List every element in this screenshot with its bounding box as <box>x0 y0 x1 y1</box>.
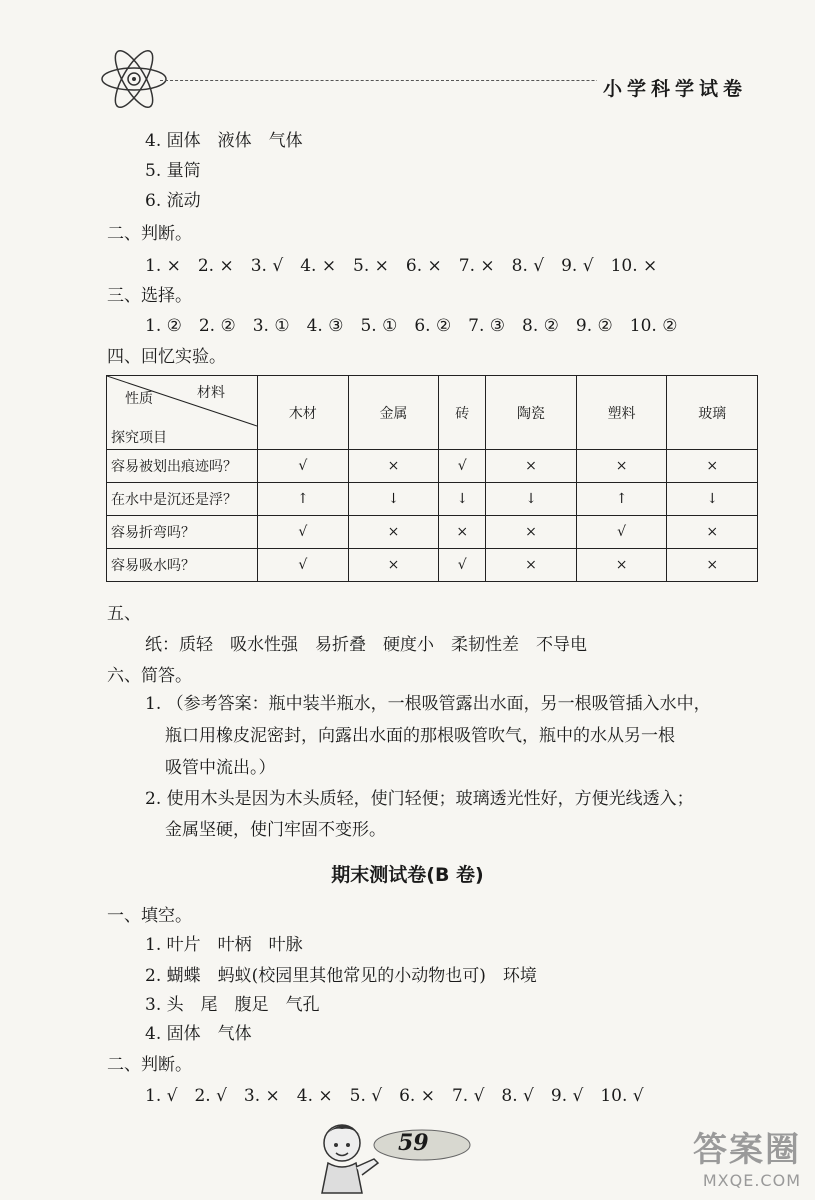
table-cell: × <box>486 516 577 549</box>
fill-answer-4: 4. 固体 液体 气体 <box>145 131 303 151</box>
table-cell: ↑ <box>576 483 667 516</box>
section-b-judge-answers: 1. √ 2. √ 3. × 4. × 5. √ 6. × 7. √ 8. √ 9. √ 10. √ <box>145 1086 644 1106</box>
corner-cell <box>107 376 258 450</box>
section-b-fill-line: 1. 叶片 叶柄 叶脉 <box>145 935 303 955</box>
table-cell: × <box>667 450 758 483</box>
material-header: 塑料 <box>576 376 667 450</box>
section-b-title: 期末测试卷(B 卷) <box>331 864 484 886</box>
table-cell: × <box>348 450 439 483</box>
section-b-fill-heading: 一、填空。 <box>107 906 192 926</box>
material-header: 陶瓷 <box>486 376 577 450</box>
table-cell: √ <box>439 450 486 483</box>
section6-line: 吸管中流出。） <box>165 758 276 778</box>
judge-answers: 1. × 2. × 3. √ 4. × 5. × 6. × 7. × 8. √ 9. √ 10. × <box>145 256 658 276</box>
row-label: 容易被划出痕迹吗？ <box>107 450 258 483</box>
watermark-url: MXQE.COM <box>702 1171 801 1190</box>
page-number: 59 <box>398 1130 429 1156</box>
corner-item-label: 探究项目 <box>111 430 167 446</box>
table-cell: √ <box>576 516 667 549</box>
table-cell: × <box>348 549 439 582</box>
row-label: 容易折弯吗？ <box>107 516 258 549</box>
section6-line: 金属坚硬，使门牢固不变形。 <box>165 820 386 840</box>
section-b-judge-heading: 二、判断。 <box>107 1055 192 1075</box>
table-cell: √ <box>258 450 349 483</box>
header-title: 小学科学试卷 <box>597 74 753 101</box>
table-header-row <box>107 376 758 450</box>
experiment-heading: 四、回忆实验。 <box>107 347 226 367</box>
judge-heading: 二、判断。 <box>107 224 192 244</box>
section-b-fill-line: 3. 头 尾 腹足 气孔 <box>145 995 320 1015</box>
table-cell: ↑ <box>258 483 349 516</box>
table-cell: × <box>439 516 486 549</box>
table-cell: ↓ <box>348 483 439 516</box>
watermark <box>693 1122 801 1190</box>
table-cell: × <box>486 549 577 582</box>
section5-text: 纸：质轻 吸水性强 易折叠 硬度小 柔韧性差 不导电 <box>145 635 587 655</box>
choice-answers: 1. ② 2. ② 3. ① 4. ③ 5. ① 6. ② 7. ③ 8. ② 9. ② 10. ② <box>145 316 678 336</box>
row-label: 在水中是沉还是浮？ <box>107 483 258 516</box>
corner-materials-label: 材料 <box>197 385 225 401</box>
table-cell: √ <box>258 549 349 582</box>
table-cell: √ <box>258 516 349 549</box>
atom-icon <box>98 44 170 114</box>
experiment-table <box>106 375 758 582</box>
choice-heading: 三、选择。 <box>107 286 192 306</box>
section6-line: 2. 使用木头是因为木头质轻，使门轻便；玻璃透光性好，方便光线透入； <box>145 789 694 809</box>
section6-line: 瓶口用橡皮泥密封，向露出水面的那根吸管吹气，瓶中的水从另一根 <box>165 726 675 746</box>
table-cell: × <box>348 516 439 549</box>
section5-heading: 五、 <box>107 604 141 624</box>
fill-answer-6: 6. 流动 <box>145 191 201 211</box>
table-row <box>107 516 758 549</box>
material-header: 砖 <box>439 376 486 450</box>
corner-property-label: 性质 <box>125 391 153 407</box>
table-cell: ↓ <box>439 483 486 516</box>
table-cell: × <box>486 450 577 483</box>
table-cell: × <box>576 450 667 483</box>
table-row <box>107 450 758 483</box>
table-cell: ↓ <box>667 483 758 516</box>
section-b-fill-line: 4. 固体 气体 <box>145 1024 252 1044</box>
table-cell: × <box>667 516 758 549</box>
table-row <box>107 549 758 582</box>
material-header: 木材 <box>258 376 349 450</box>
fill-answer-5: 5. 量筒 <box>145 161 201 181</box>
table-cell: × <box>576 549 667 582</box>
material-header: 玻璃 <box>667 376 758 450</box>
table-cell: × <box>667 549 758 582</box>
watermark-text: 答案圈 <box>693 1130 801 1170</box>
section6-heading: 六、简答。 <box>107 666 192 686</box>
section-b-fill-line: 2. 蝴蝶 蚂蚁(校园里其他常见的小动物也可) 环境 <box>145 966 537 986</box>
row-label: 容易吸水吗？ <box>107 549 258 582</box>
section6-line: 1. （参考答案：瓶中装半瓶水，一根吸管露出水面，另一根吸管插入水中， <box>145 694 711 714</box>
table-cell: √ <box>439 549 486 582</box>
table-row <box>107 483 758 516</box>
material-header: 金属 <box>348 376 439 450</box>
table-cell: ↓ <box>486 483 577 516</box>
